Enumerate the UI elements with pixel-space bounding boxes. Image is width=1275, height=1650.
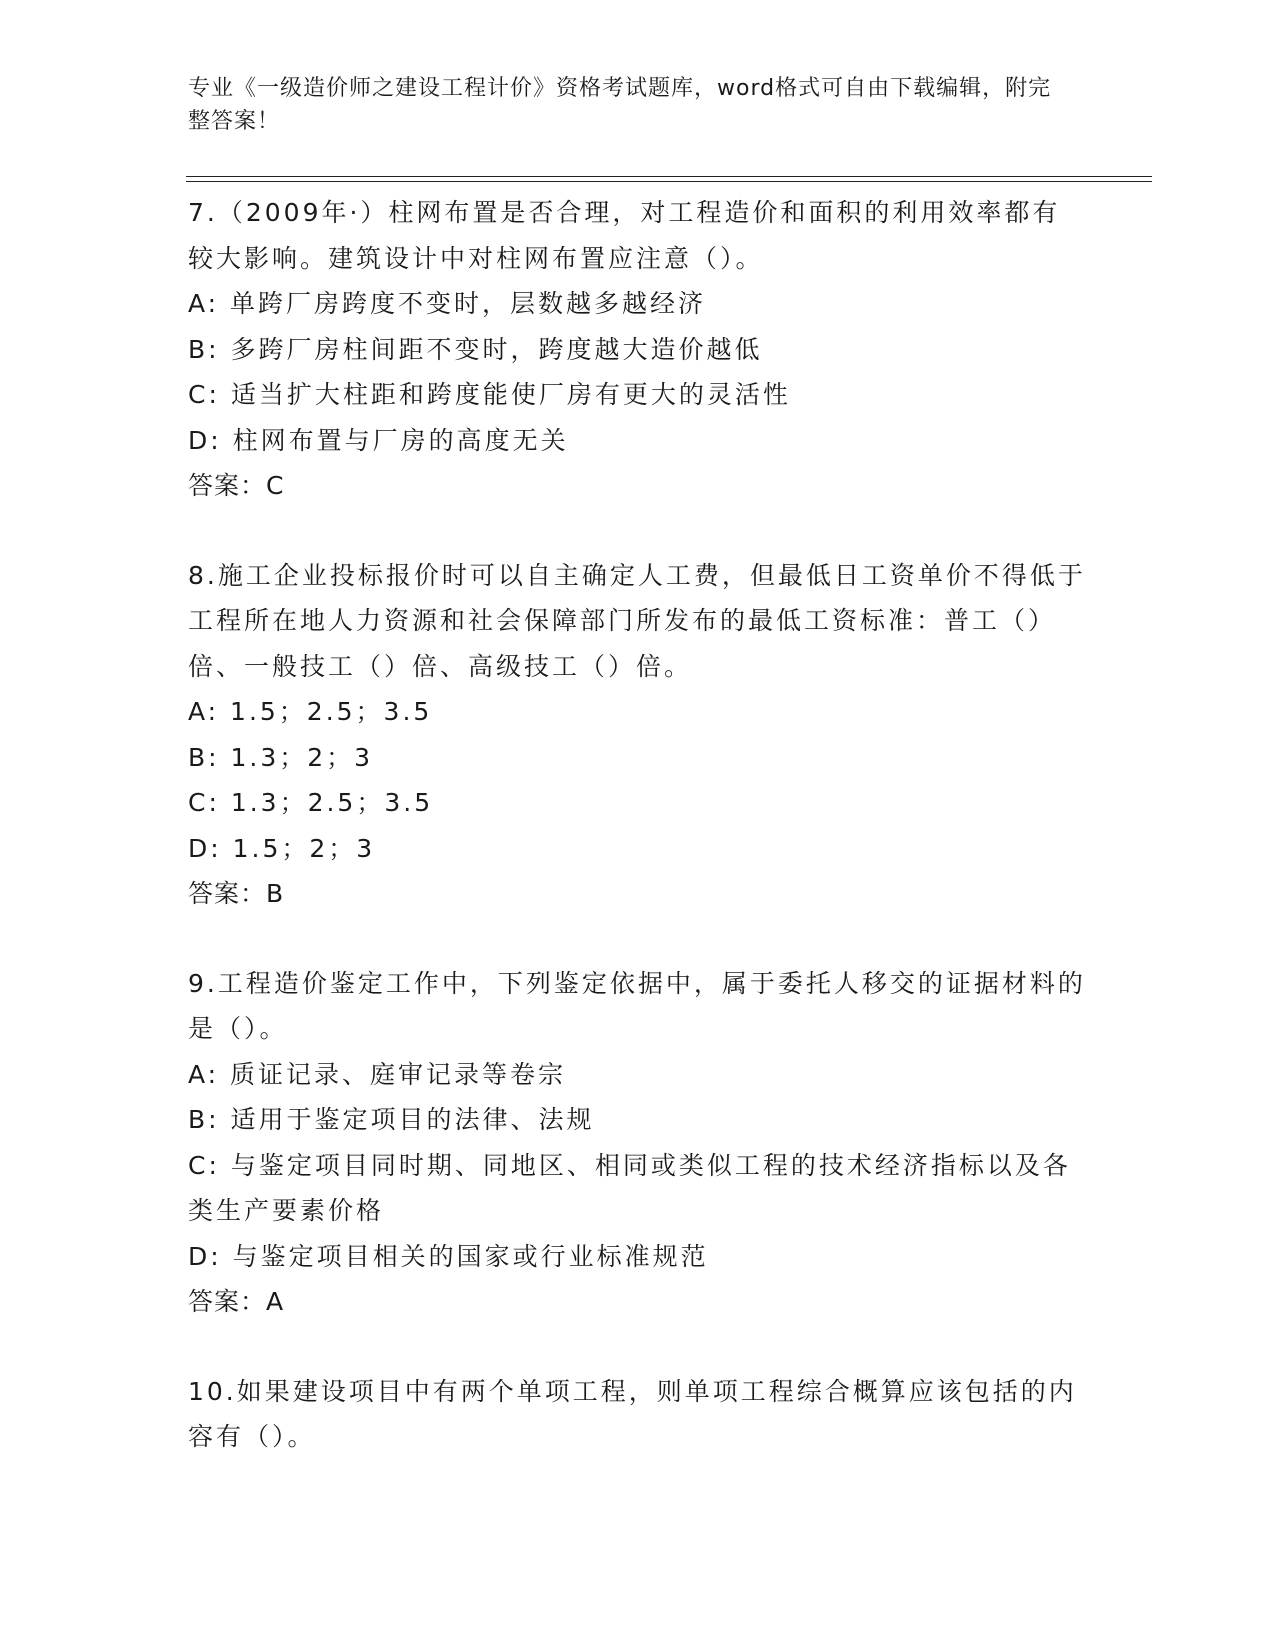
- question-stem: 9.工程造价鉴定工作中，下列鉴定依据中，属于委托人移交的证据材料的是（）。: [188, 968, 1086, 1043]
- answer-line: 答案：B: [188, 879, 285, 908]
- question-8: [188, 553, 1088, 917]
- option-a: A: 1.5；2.5；3.5: [188, 697, 433, 726]
- option-a: A: 单跨厂房跨度不变时，层数越多越经济: [188, 289, 707, 318]
- option-c: C: 1.3；2.5；3.5: [188, 788, 434, 817]
- option-b: B: 多跨厂房柱间距不变时，跨度越大造价越低: [188, 334, 763, 364]
- option-c: C: 与鉴定项目同时期、同地区、相同或类似工程的技术经济指标以及各类生产要素价格: [188, 1150, 1071, 1225]
- option-b: B: 1.3；2；3: [188, 742, 374, 772]
- option-b: B: 适用于鉴定项目的法律、法规: [188, 1105, 595, 1134]
- question-10: [188, 1369, 1088, 1460]
- question-spacer: [188, 1325, 1088, 1369]
- option-d: D: 与鉴定项目相关的国家或行业标准规范: [188, 1241, 709, 1271]
- question-stem: 10.如果建设项目中有两个单项工程，则单项工程综合概算应该包括的内容有（）。: [188, 1376, 1077, 1451]
- question-spacer: [188, 509, 1088, 553]
- option-a: A: 质证记录、庭审记录等卷宗: [188, 1059, 567, 1089]
- question-stem: 8.施工企业投标报价时可以自主确定人工费，但最低日工资单价不得低于工程所在地人力资源和社会保障部门所发布的最低工资标准：普工（）倍、一般技工（）倍、高级技工（）倍。: [188, 560, 1086, 681]
- question-stem: 7.（2009年·）柱网布置是否合理，对工程造价和面积的利用效率都有较大影响。建筑设计中对柱网布置应注意（）。: [188, 198, 1061, 273]
- question-list: [188, 190, 1088, 1460]
- answer-line: 答案：C: [188, 471, 285, 500]
- question-7: [188, 190, 1088, 509]
- header-divider-bottom: [186, 181, 1152, 182]
- answer-line: 答案：A: [188, 1287, 285, 1316]
- document-header: 专业《一级造价师之建设工程计价》资格考试题库，word格式可自由下载编辑，附完整答案！: [188, 76, 1052, 134]
- option-d: D: 1.5；2；3: [188, 833, 376, 863]
- header-divider-top: [186, 176, 1152, 177]
- question-9: [188, 961, 1088, 1325]
- option-d: D: 柱网布置与厂房的高度无关: [188, 425, 569, 455]
- question-spacer: [188, 917, 1088, 961]
- option-c: C: 适当扩大柱距和跨度能使厂房有更大的灵活性: [188, 380, 791, 409]
